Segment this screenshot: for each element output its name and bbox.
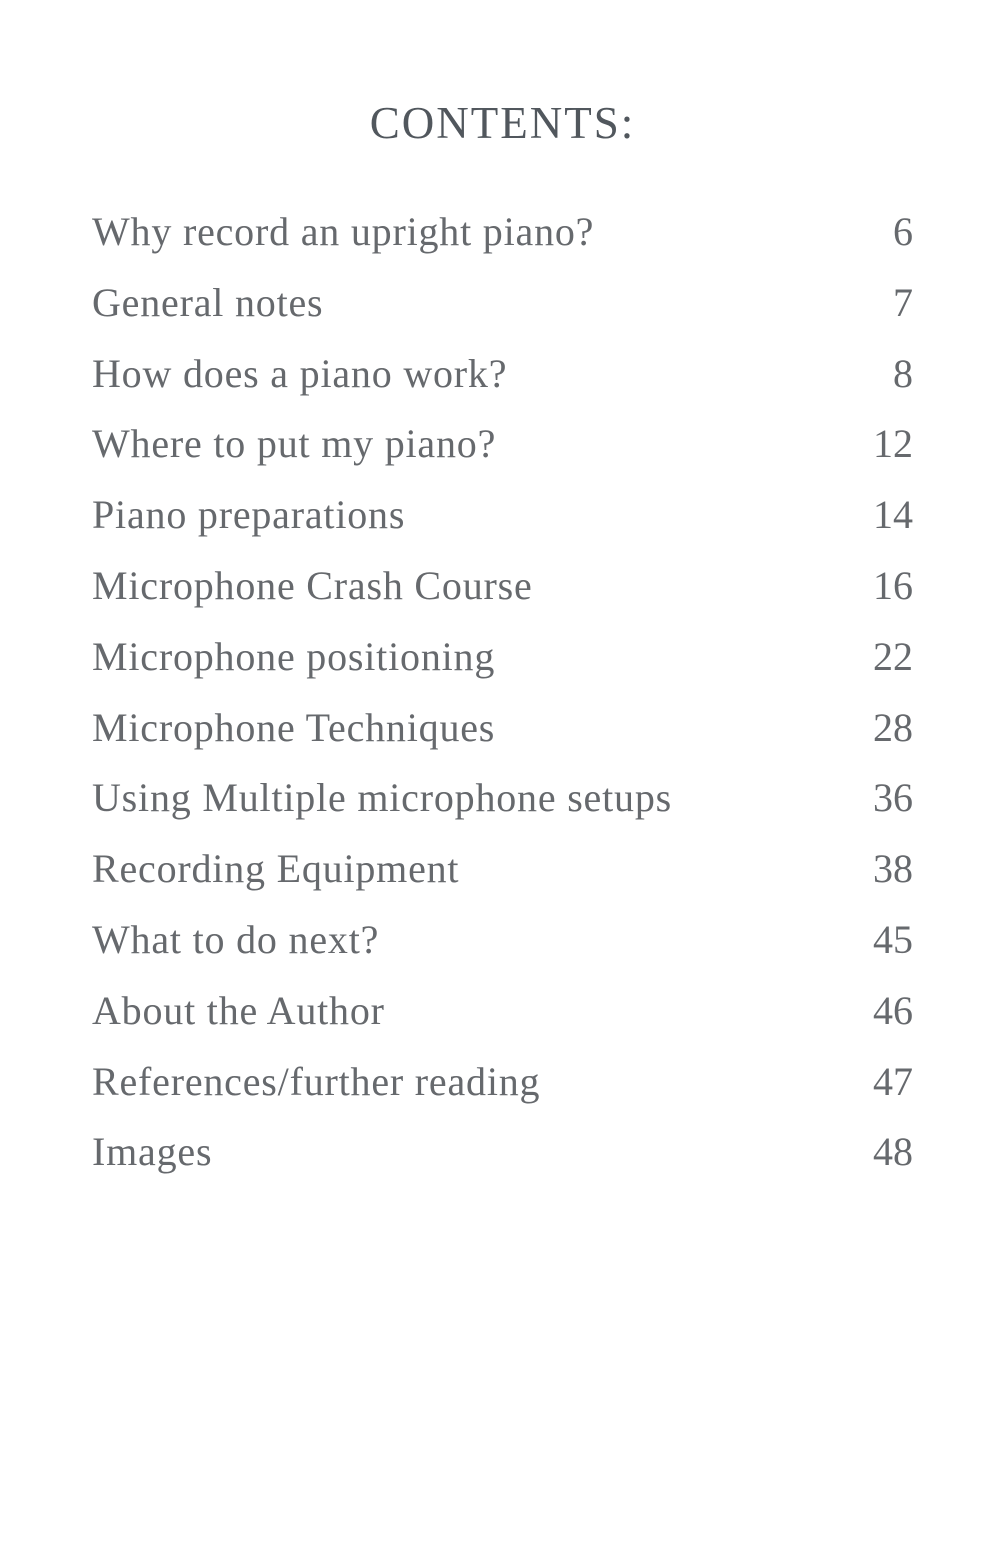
toc-entry-label: Why record an upright piano? bbox=[92, 209, 595, 254]
toc-entry-row bbox=[92, 491, 913, 562]
toc-entry-page-number: 46 bbox=[873, 987, 913, 1033]
toc-entry-page-number: 14 bbox=[873, 492, 913, 538]
toc-entry-label: Where to put my piano? bbox=[92, 421, 497, 467]
toc-entry-label: References/further reading bbox=[92, 1058, 541, 1104]
table-of-contents bbox=[92, 208, 913, 1199]
toc-entry-row bbox=[92, 350, 913, 421]
toc-entry-page-number: 12 bbox=[873, 421, 913, 467]
toc-entry-label: Using Multiple microphone setups bbox=[92, 775, 672, 821]
toc-entry-row bbox=[92, 774, 913, 845]
toc-entry-row bbox=[92, 633, 913, 704]
toc-entry-row bbox=[92, 420, 913, 491]
toc-entry-row bbox=[92, 916, 913, 987]
toc-entry-page-number: 16 bbox=[873, 562, 913, 608]
toc-entry-page-number: 45 bbox=[873, 916, 913, 962]
toc-entry-page-number: 6 bbox=[893, 209, 913, 254]
toc-entry-row bbox=[92, 279, 913, 350]
toc-entry-label: What to do next? bbox=[92, 916, 380, 962]
toc-entry-page-number: 22 bbox=[873, 633, 913, 679]
toc-entry-label: Images bbox=[92, 1129, 213, 1175]
toc-entry-label: Piano preparations bbox=[92, 492, 406, 538]
toc-entry-label: Microphone Crash Course bbox=[92, 562, 533, 608]
toc-entry-row bbox=[92, 208, 913, 279]
toc-entry-label: Recording Equipment bbox=[92, 846, 460, 892]
toc-entry-label: Microphone positioning bbox=[92, 633, 496, 679]
toc-entry-label: About the Author bbox=[92, 987, 385, 1033]
toc-entry-page-number: 28 bbox=[873, 704, 913, 750]
toc-entry-label: Microphone Techniques bbox=[92, 704, 496, 750]
toc-entry-label: How does a piano work? bbox=[92, 350, 508, 396]
toc-entry-row bbox=[92, 845, 913, 916]
toc-entry-row bbox=[92, 1058, 913, 1129]
toc-entry-page-number: 8 bbox=[893, 350, 913, 396]
contents-title: CONTENTS: bbox=[369, 98, 636, 148]
toc-entry-page-number: 7 bbox=[893, 279, 913, 325]
toc-entry-label: General notes bbox=[92, 279, 324, 325]
toc-entry-row bbox=[92, 562, 913, 633]
toc-entry-row bbox=[92, 704, 913, 775]
toc-entry-page-number: 47 bbox=[873, 1058, 913, 1104]
toc-entry-page-number: 38 bbox=[873, 846, 913, 892]
toc-entry-page-number: 36 bbox=[873, 775, 913, 821]
toc-entry-page-number: 48 bbox=[873, 1129, 913, 1175]
toc-entry-row bbox=[92, 987, 913, 1058]
toc-entry-row bbox=[92, 1128, 913, 1199]
